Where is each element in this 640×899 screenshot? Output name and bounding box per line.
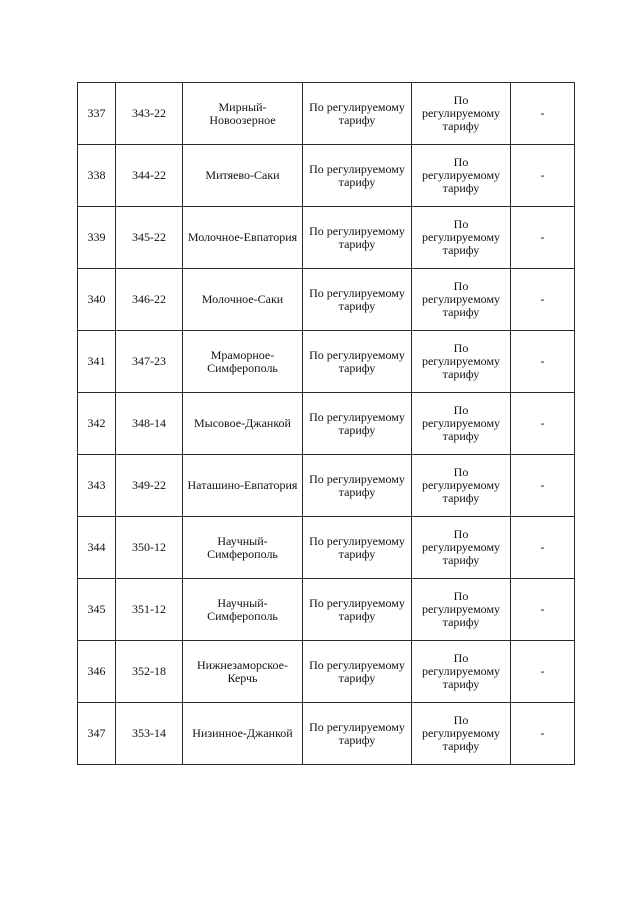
tariff-cell-alt-text: По регулируемому тарифу	[421, 651, 501, 691]
route-code-cell-text: 349-22	[132, 478, 166, 492]
route-name-cell	[183, 145, 303, 207]
row-number-cell	[78, 455, 116, 517]
note-cell	[511, 517, 575, 579]
tariff-cell-text: По регулируемому тарифу	[309, 657, 405, 685]
tariff-cell-text: По регулируемому тарифу	[309, 471, 405, 499]
route-code-cell-text: 343-22	[132, 106, 166, 120]
tariff-cell-alt	[412, 455, 511, 517]
note-cell-text: -	[540, 664, 545, 678]
tariff-cell-alt	[412, 393, 511, 455]
table-row	[78, 517, 575, 579]
row-number-cell-text: 338	[87, 168, 106, 182]
row-number-cell-text: 337	[87, 106, 106, 120]
tariff-cell	[303, 579, 412, 641]
note-cell	[511, 455, 575, 517]
table-row	[78, 703, 575, 765]
tariff-cell	[303, 83, 412, 145]
tariff-cell	[303, 269, 412, 331]
note-cell	[511, 393, 575, 455]
route-name-cell-text: Мраморное- Симферополь	[207, 347, 278, 375]
row-number-cell	[78, 83, 116, 145]
row-number-cell-text: 340	[87, 292, 106, 306]
route-name-cell	[183, 517, 303, 579]
table-row	[78, 145, 575, 207]
tariff-cell-alt-text: По регулируемому тарифу	[421, 155, 501, 195]
tariff-cell	[303, 207, 412, 269]
tariff-cell-text: По регулируемому тарифу	[309, 595, 405, 623]
route-name-cell-text: Мирный- Новоозерное	[209, 99, 276, 127]
route-name-cell	[183, 703, 303, 765]
tariff-cell-text: По регулируемому тарифу	[309, 719, 405, 747]
tariff-cell-alt	[412, 579, 511, 641]
route-name-cell	[183, 641, 303, 703]
route-code-cell	[116, 83, 183, 145]
note-cell-text: -	[540, 726, 545, 740]
note-cell-text: -	[540, 540, 545, 554]
row-number-cell-text: 341	[87, 354, 106, 368]
row-number-cell	[78, 393, 116, 455]
tariff-cell-alt	[412, 269, 511, 331]
route-code-cell-text: 344-22	[132, 168, 166, 182]
route-code-cell-text: 348-14	[132, 416, 166, 430]
tariff-cell-alt	[412, 641, 511, 703]
row-number-cell-text: 344	[87, 540, 106, 554]
tariff-cell-text: По регулируемому тарифу	[309, 161, 405, 189]
note-cell	[511, 579, 575, 641]
route-name-cell-text: Научный- Симферополь	[207, 533, 278, 561]
row-number-cell-text: 346	[87, 664, 106, 678]
route-code-cell-text: 350-12	[132, 540, 166, 554]
route-code-cell	[116, 269, 183, 331]
route-code-cell-text: 346-22	[132, 292, 166, 306]
tariff-cell-alt	[412, 207, 511, 269]
route-code-cell-text: 352-18	[132, 664, 166, 678]
table-row	[78, 641, 575, 703]
note-cell-text: -	[540, 602, 545, 616]
route-name-cell-text: Мысовое-Джанкой	[194, 416, 291, 430]
tariff-cell	[303, 145, 412, 207]
row-number-cell	[78, 145, 116, 207]
route-name-cell-text: Митяево-Саки	[205, 168, 280, 182]
row-number-cell	[78, 207, 116, 269]
table-row	[78, 331, 575, 393]
route-name-cell	[183, 331, 303, 393]
tariff-cell-text: По регулируемому тарифу	[309, 223, 405, 251]
tariff-cell-alt-text: По регулируемому тарифу	[421, 217, 501, 257]
route-code-cell-text: 351-12	[132, 602, 166, 616]
note-cell-text: -	[540, 478, 545, 492]
route-code-cell	[116, 641, 183, 703]
note-cell	[511, 145, 575, 207]
route-name-cell-text: Молочное-Евпатория	[187, 230, 298, 244]
route-code-cell-text: 353-14	[132, 726, 166, 740]
tariff-cell-text: По регулируемому тарифу	[309, 533, 405, 561]
tariff-cell	[303, 517, 412, 579]
route-code-cell	[116, 331, 183, 393]
route-name-cell	[183, 455, 303, 517]
tariff-cell-text: По регулируемому тарифу	[309, 285, 405, 313]
route-code-cell	[116, 207, 183, 269]
tariff-cell-alt-text: По регулируемому тарифу	[421, 341, 501, 381]
note-cell	[511, 83, 575, 145]
route-code-cell	[116, 455, 183, 517]
row-number-cell-text: 343	[87, 478, 106, 492]
route-name-cell-text: Научный- Симферополь	[207, 595, 278, 623]
row-number-cell	[78, 517, 116, 579]
note-cell-text: -	[540, 292, 545, 306]
route-name-cell	[183, 83, 303, 145]
note-cell-text: -	[540, 354, 545, 368]
tariff-cell-text: По регулируемому тарифу	[309, 409, 405, 437]
row-number-cell	[78, 579, 116, 641]
tariff-cell	[303, 641, 412, 703]
note-cell	[511, 207, 575, 269]
tariff-cell	[303, 331, 412, 393]
route-name-cell	[183, 579, 303, 641]
table-row	[78, 455, 575, 517]
row-number-cell	[78, 703, 116, 765]
route-code-cell	[116, 703, 183, 765]
note-cell	[511, 331, 575, 393]
tariff-cell-alt-text: По регулируемому тарифу	[421, 713, 501, 753]
tariff-cell-text: По регулируемому тарифу	[309, 99, 405, 127]
note-cell-text: -	[540, 416, 545, 430]
routes-table	[77, 82, 575, 765]
route-code-cell	[116, 517, 183, 579]
table-row	[78, 269, 575, 331]
route-code-cell-text: 347-23	[132, 354, 166, 368]
tariff-cell-alt	[412, 517, 511, 579]
note-cell-text: -	[540, 168, 545, 182]
row-number-cell-text: 347	[87, 726, 106, 740]
row-number-cell	[78, 641, 116, 703]
tariff-cell-alt-text: По регулируемому тарифу	[421, 589, 501, 629]
tariff-cell-alt-text: По регулируемому тарифу	[421, 403, 501, 443]
row-number-cell	[78, 269, 116, 331]
tariff-cell-alt	[412, 703, 511, 765]
tariff-cell-alt-text: По регулируемому тарифу	[421, 465, 501, 505]
tariff-cell-alt	[412, 83, 511, 145]
table-row	[78, 83, 575, 145]
row-number-cell-text: 342	[87, 416, 106, 430]
table-row	[78, 207, 575, 269]
route-name-cell	[183, 207, 303, 269]
table-row	[78, 393, 575, 455]
row-number-cell-text: 345	[87, 602, 106, 616]
note-cell-text: -	[540, 230, 545, 244]
route-name-cell	[183, 393, 303, 455]
table-row	[78, 579, 575, 641]
tariff-cell-alt	[412, 331, 511, 393]
routes-table-body	[78, 83, 575, 765]
tariff-cell-alt-text: По регулируемому тарифу	[421, 527, 501, 567]
note-cell	[511, 269, 575, 331]
tariff-cell	[303, 455, 412, 517]
route-code-cell-text: 345-22	[132, 230, 166, 244]
route-code-cell	[116, 579, 183, 641]
tariff-cell-alt-text: По регулируемому тарифу	[421, 93, 501, 133]
tariff-cell	[303, 703, 412, 765]
tariff-cell-text: По регулируемому тарифу	[309, 347, 405, 375]
route-name-cell	[183, 269, 303, 331]
route-name-cell-text: Низинное-Джанкой	[192, 726, 293, 740]
tariff-cell-alt	[412, 145, 511, 207]
note-cell	[511, 703, 575, 765]
tariff-cell	[303, 393, 412, 455]
route-name-cell-text: Молочное-Саки	[201, 292, 284, 306]
row-number-cell	[78, 331, 116, 393]
row-number-cell-text: 339	[87, 230, 106, 244]
route-code-cell	[116, 393, 183, 455]
route-name-cell-text: Наташино-Евпатория	[187, 478, 298, 492]
note-cell	[511, 641, 575, 703]
route-name-cell-text: Нижнезаморское- Керчь	[197, 657, 288, 685]
route-code-cell	[116, 145, 183, 207]
tariff-cell-alt-text: По регулируемому тарифу	[421, 279, 501, 319]
note-cell-text: -	[540, 106, 545, 120]
